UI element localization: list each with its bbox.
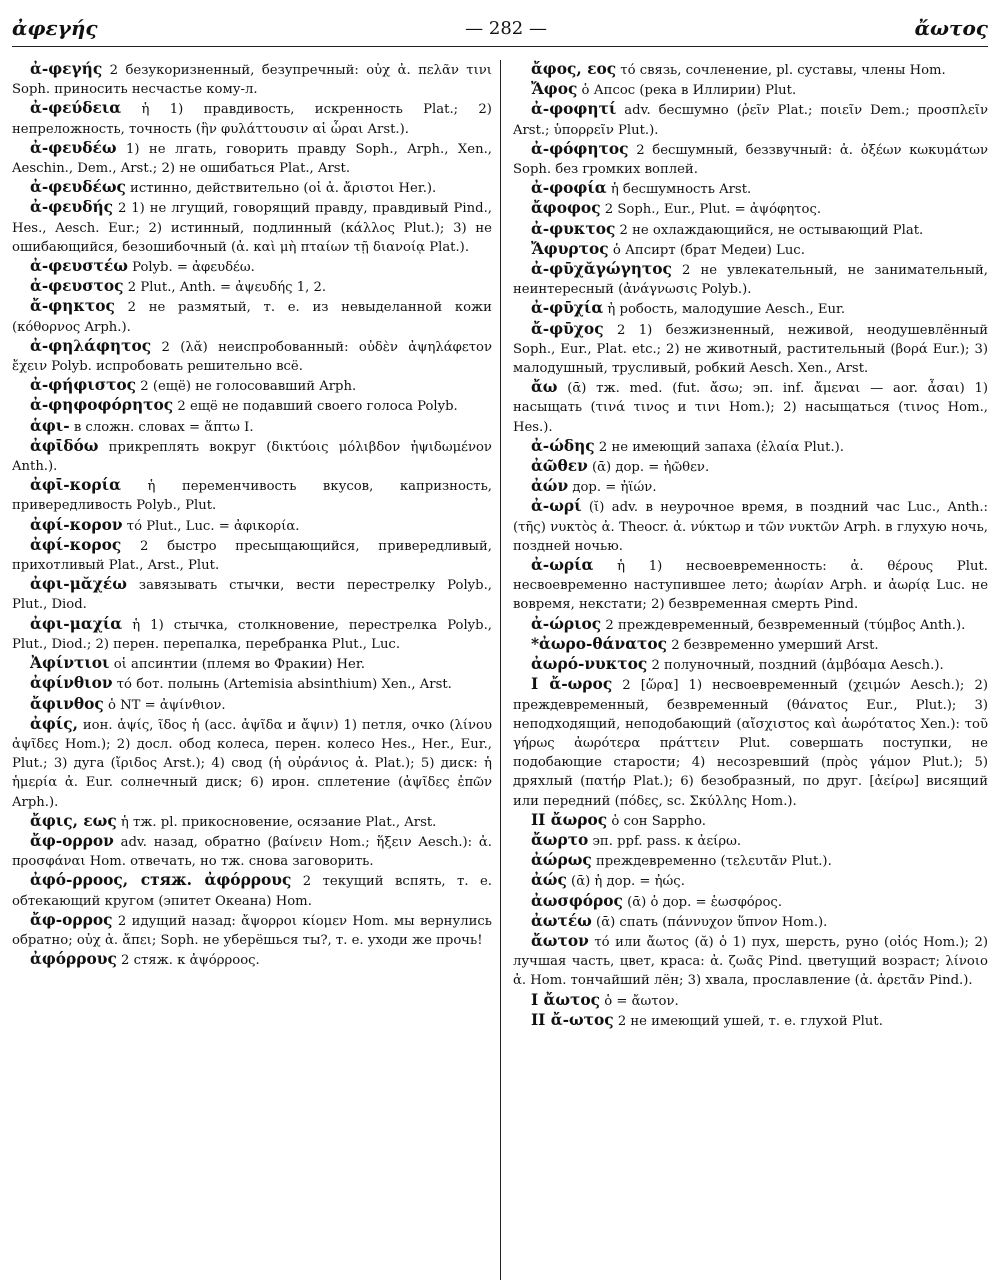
entry-headword: ἀών xyxy=(530,477,569,496)
entry-headword: ἀφί-κορον xyxy=(30,515,123,534)
page-number: — 282 — xyxy=(465,17,547,39)
entry-definition: 2 не имеющий запаха (ἐλαία Plut.). xyxy=(598,439,844,455)
dictionary-entry xyxy=(12,674,492,694)
entry-definition: ἡ переменчивость вкусов, капризность, привередливость Polyb., Plut. xyxy=(12,479,492,514)
dictionary-entry xyxy=(12,297,492,336)
entry-definition: 2 не увлекательный, не занимательный, неинтересный (ἀνάγνωσις Polyb.). xyxy=(512,263,988,298)
dictionary-entry xyxy=(513,675,988,810)
dictionary-entry xyxy=(513,378,988,437)
entry-definition: преждевременно (τελευτᾶν Plut.). xyxy=(595,854,832,870)
entry-headword: ἀφι-μαχία xyxy=(30,614,123,633)
dictionary-entry xyxy=(12,417,492,437)
dictionary-entry xyxy=(513,179,988,199)
entry-definition: дор. = ἠϊών. xyxy=(572,480,657,496)
entry-headword: *ἀωρο-θάνατος xyxy=(530,634,668,653)
dictionary-entry xyxy=(513,497,988,556)
entry-headword: ἀφίς, xyxy=(30,714,78,733)
entry-headword: ἀ-φευδής xyxy=(30,198,114,217)
entry-definition: ὁ NT = ἀψίνθιον. xyxy=(108,697,226,713)
entry-headword: Ἄφος xyxy=(530,80,578,99)
entry-headword: ἀ-φήφιστος xyxy=(30,376,137,395)
entry-definition: 2 текущий вспять, т. е. обтекающий кругом (эпитет Океана) Hom. xyxy=(12,874,492,909)
dictionary-entry xyxy=(513,140,988,179)
entry-headword: ἄ-φῡχος xyxy=(530,319,604,338)
dictionary-entry xyxy=(12,337,492,376)
entry-definition: ион. ἁψίς, ῖδος ἡ (acc. ἀψῖδα и ἄψιν) 1) петля, очко (λίνου ἀψῖδες Hom.); 2) досл. обод колеса, перен. колесо Hes., Her., Eur., Plut.; 3) дуга (ἴριδος Arst.); 4) свод (ἡ οὐράνιος ἀ. Plat.); 5) диск: ἡ ἡμερία ἀ. Eur. солнечный диск; 6) ирон. сплетение (ἀψῖδες ἐπῶν Arph.). xyxy=(12,717,492,810)
dictionary-entry xyxy=(513,912,988,932)
entry-definition: 2 идущий назад: ἄψορροι κίομεν Hom. мы вернулись обратно; οὐχ ἀ. ἄπει; Soph. не уберёшься ты?, т. е. уходи же прочь! xyxy=(12,913,492,948)
entry-headword: ἄωτον xyxy=(530,931,589,950)
entry-definition: ἡ робость, малодушие Aesch., Eur. xyxy=(607,302,846,318)
entry-definition: (ᾱ) тж. med. (fut. ἄσω; эп. inf. ἄμεναι — aor. ἆσαι) 1) насыщать (τινά τινος и τινι Hom.); 2) насыщаться (τινος Hom., Hes.). xyxy=(512,381,988,435)
dictionary-entry xyxy=(12,139,492,178)
dictionary-entry xyxy=(513,1011,988,1031)
dictionary-entry xyxy=(12,178,492,198)
entry-headword: ἄφ-ορρον xyxy=(30,831,114,850)
page-body xyxy=(12,60,988,1280)
entry-definition: 2 ещё не подавший своего голоса Polyb. xyxy=(177,399,458,415)
entry-headword: ἄω xyxy=(530,378,558,397)
entry-definition: ἡ бесшумность Arst. xyxy=(610,182,752,198)
entry-headword: ἀ-φεγής xyxy=(30,60,103,78)
entry-definition: ὁ Апсирт (брат Медеи) Luc. xyxy=(612,242,805,258)
entry-definition: 2 безукоризненный, безупречный: οὐχ ἀ. πελᾶν τινι Soph. приносить несчастье кому-л. xyxy=(12,63,492,98)
entry-definition: 2 (λᾰ) неиспробованный: οὐδὲν ἀψηλάφετον ἔχειν Polyb. испробовать решительно всё. xyxy=(12,339,492,375)
entry-headword: ἄ-φηκτος xyxy=(30,297,115,316)
dictionary-entry xyxy=(12,575,492,614)
dictionary-entry xyxy=(513,831,988,851)
entry-definition: (ῐ) adv. в неурочное время, в поздний час Luc., Anth.: (τῆς) νυκτὸς ἀ. Theocr. ἀ. νύκτωρ и τῶν νυκτῶν Arph. в глухую ночь, поздней ночью. xyxy=(512,500,988,554)
dictionary-entry xyxy=(12,99,492,138)
dictionary-entry xyxy=(12,198,492,257)
dictionary-entry xyxy=(513,457,988,477)
dictionary-entry xyxy=(513,615,988,635)
entry-headword: ἀφῑδόω xyxy=(30,436,99,455)
dictionary-entry xyxy=(513,199,988,219)
entry-headword: ἀώρως xyxy=(530,851,592,870)
entry-headword: ἁφι- xyxy=(30,416,70,435)
dictionary-entry xyxy=(513,655,988,675)
dictionary-entry xyxy=(12,376,492,396)
entry-definition: adv. назад, обратно (βαίνειν Hom.; ἥξειν Aesch.): ἀ. προσφάναι Hom. отвечать, но тж. снова заговорить. xyxy=(12,834,492,870)
page-header xyxy=(12,10,988,47)
dictionary-entry xyxy=(12,476,492,515)
entry-headword: ἀ-ωρί xyxy=(530,497,582,516)
entry-headword: ἀ-φόφητος xyxy=(530,139,629,158)
entry-definition: 2 Plut., Anth. = ἀψευδής 1, 2. xyxy=(127,280,327,296)
entry-definition: 2 безвременно умерший Arst. xyxy=(671,637,879,653)
entry-definition: (ᾱ) ἡ дор. = ἠώς. xyxy=(571,874,685,890)
entry-headword: ἀφι-μᾰχέω xyxy=(30,575,127,594)
entry-headword: ἀ-φευδέω xyxy=(30,138,117,157)
dictionary-entry xyxy=(12,911,492,950)
dictionary-entry xyxy=(513,892,988,912)
entry-headword: ἀώς xyxy=(530,871,567,890)
entry-headword: ἀ-φῡχία xyxy=(530,299,604,318)
dictionary-entry xyxy=(12,257,492,277)
entry-headword: ἀφίνθιον xyxy=(30,674,113,693)
entry-definition: ἡ тж. pl. прикосновение, осязание Plat., Arst. xyxy=(120,814,437,830)
entry-headword: ἀ-ώδης xyxy=(530,436,595,455)
entry-definition: ἡ 1) несвоевременность: ἀ. θέρους Plut. несвоевременно наступившее лето; ἀωρίαν Arph. и ἀωρίᾳ Luc. не вовремя, некстати; 2) безвременная смерть Pind. xyxy=(512,559,989,613)
dictionary-entry xyxy=(513,299,988,319)
dictionary-entry xyxy=(12,812,492,832)
entry-headword: ἄφος, εος xyxy=(530,60,617,78)
entry-definition: в сложн. словах = ἅπτω I. xyxy=(73,419,254,435)
entry-definition: τό или ἄωτος (ᾰ) ὁ 1) пух, шерсть, руно (οἰός Hom.); 2) лучшая часть, цвет, краса: ἀ. ζωᾶς Pind. цветущий возраст; λίνοιο ἀ. Hom. тончайший лён; 3) хвала, прославление (ἀ. ἀρετᾶν Pind.). xyxy=(512,934,988,989)
entry-headword: ἀωρό-νυκτος xyxy=(530,655,648,674)
dictionary-entry xyxy=(513,932,988,991)
entry-headword: ἀ-φοφία xyxy=(530,179,607,198)
entry-headword: ἀ-φηφοφόρητος xyxy=(30,396,174,415)
dictionary-entry xyxy=(12,615,492,654)
dictionary-entry xyxy=(513,851,988,871)
dictionary-entry xyxy=(12,516,492,536)
entry-definition: (ᾱ) дор. = ἠῶθεν. xyxy=(591,460,710,476)
entry-headword: I ἄωτος xyxy=(530,990,601,1009)
entry-headword: ἄφινθος xyxy=(30,694,104,713)
entry-headword: ἀ-φεύδεια xyxy=(30,99,122,118)
entry-definition: 2 Soph., Eur., Plut. = ἀψόφητος. xyxy=(604,202,822,218)
entry-definition: 2 бесшумный, беззвучный: ἀ. ὀξέων κωκυμάτων Soph. без громких воплей. xyxy=(512,142,988,178)
entry-headword: ἀ-φευδέως xyxy=(30,178,126,197)
entry-definition: τό Plut., Luc. = ἀφικορία. xyxy=(126,518,300,534)
entry-headword: ἀ-ώριος xyxy=(530,614,602,633)
entry-definition: ἡ 1) правдивость, искренность Plat.; 2) непреложность, точность (ἣν φυλάττουσιν αἱ ὧραι Arst.). xyxy=(12,102,492,137)
running-head-left: ἀφεγής xyxy=(12,16,98,40)
entry-definition: 2 не размятый, т. е. из невыделанной кожи (κόθορνος Arph.). xyxy=(12,300,492,335)
dictionary-entry xyxy=(513,635,988,655)
entry-definition: ὁ = ἄωτον. xyxy=(604,993,679,1009)
entry-headword: ἀφῑ-κορία xyxy=(30,476,121,495)
dictionary-entry xyxy=(12,950,492,970)
entry-headword: II ἄωρος xyxy=(530,810,608,829)
entry-definition: (ᾱ) спать (πάννυχον ὕπνον Hom.). xyxy=(596,914,828,930)
dictionary-entry xyxy=(12,277,492,297)
entry-headword: II ἄ-ωτος xyxy=(530,1010,614,1029)
running-head-right: ἄωτος xyxy=(914,16,988,40)
dictionary-entry xyxy=(12,536,492,575)
entry-definition: истинно, действительно (οἱ ἀ. ἄριστοι Her.). xyxy=(130,181,437,197)
dictionary-entry xyxy=(513,240,988,260)
entry-headword: Ἄφυρτος xyxy=(530,239,609,258)
entry-definition: 2 быстро пресыщающийся, привередливый, прихотливый Plat., Arst., Plut. xyxy=(12,538,492,574)
dictionary-entry xyxy=(513,320,988,379)
entry-headword: ἀ-φευστος xyxy=(30,277,124,296)
entry-headword: ἀφό-ρροος, стяж. ἀφόρρους xyxy=(30,871,292,890)
dictionary-entry xyxy=(513,80,988,100)
dictionary-entry xyxy=(513,556,988,615)
dictionary-entry xyxy=(12,654,492,674)
entry-definition: Polyb. = ἀφευδέω. xyxy=(132,260,255,276)
dictionary-entry xyxy=(12,437,492,476)
entry-headword: ἄωρτο xyxy=(530,830,589,849)
dictionary-entry xyxy=(513,991,988,1011)
dictionary-entry xyxy=(513,260,988,299)
left-column xyxy=(12,60,500,1280)
dictionary-entry xyxy=(12,832,492,871)
entry-definition: 2 (ещё) не голосовавший Arph. xyxy=(140,379,357,395)
entry-headword: ἀῶθεν xyxy=(530,457,588,476)
entry-definition: 2 стяж. к ἀψόρροος. xyxy=(121,953,260,969)
entry-definition: 2 1) не лгущий, говорящий правду, правдивый Pind., Hes., Aesch. Eur.; 2) истинный, подлинный (κάλλος Plut.); 3) не ошибающийся, безошибочный (ἀ. καὶ μὴ πταίων τῇ διανοίᾳ Plat.). xyxy=(12,201,492,255)
entry-headword: ἀ-φηλάφητος xyxy=(30,336,152,355)
dictionary-entry xyxy=(513,60,988,80)
entry-definition: ὁ Апсос (река в Иллирии) Plut. xyxy=(581,83,797,99)
entry-definition: (ᾱ) ὁ дор. = ἑωσφόρος. xyxy=(627,894,783,910)
entry-headword: ἀωτέω xyxy=(530,911,592,930)
entry-headword: ἀφόρρους xyxy=(30,950,117,969)
entry-definition: 2 преждевременный, безвременный (τύμβος Anth.). xyxy=(605,617,966,633)
entry-headword: ἀφί-κορος xyxy=(30,535,122,554)
dictionary-entry xyxy=(12,695,492,715)
dictionary-entry xyxy=(513,220,988,240)
entry-headword: ἄφις, εως xyxy=(30,811,117,830)
entry-headword: ἀ-φῡχᾰγώγητος xyxy=(530,260,672,279)
entry-definition: ὁ сон Sappho. xyxy=(611,813,706,829)
dictionary-entry xyxy=(513,871,988,891)
dictionary-entry xyxy=(12,715,492,812)
dictionary-entry xyxy=(12,871,492,910)
entry-definition: ἡ 1) стычка, столкновение, перестрелка Polyb., Plut., Diod.; 2) перен. перепалка, перебранка Plut., Luc. xyxy=(12,617,492,652)
entry-headword: ἀ-ωρία xyxy=(530,556,594,575)
entry-definition: эп. ppf. pass. к ἀείρω. xyxy=(592,833,742,849)
entry-definition: τό бот. полынь (Artemisia absinthium) Xen., Arst. xyxy=(116,677,452,693)
entry-definition: прикреплять вокруг (δικτύοις μόλιβδον ἠψιδωμένον Anth.). xyxy=(12,439,492,475)
entry-headword: ἀ-φοφητί xyxy=(530,100,617,119)
entry-headword: ἄφοφος xyxy=(530,199,601,218)
right-column xyxy=(500,60,988,1280)
entry-headword: ἀωσφόρος xyxy=(530,891,623,910)
entry-definition: 2 полуночный, поздний (ἀμβόαμα Aesch.). xyxy=(651,658,944,674)
entry-definition: 2 [ὥρα] 1) несвоевременный (χειμών Aesch.); 2) преждевременный, безвременный (θάνατος Eur., Plut.); 3) неподходящий, неподобающий (αἴσχιστος καὶ ἀωρότατος Xen.): τοῦ γήρως ἀωρότερα πράττειν Plut. совершать поступки, не подобающие старости; 4) несозревший (πρὸς γάμον Plut.); 5) дряхлый (πατήρ Plat.); 6) безобразный, по друг. [ἀείρω] висящий или передний (πόδες, sc. Σκύλλης Hom.). xyxy=(512,678,988,809)
entry-headword: ἀ-φευστέω xyxy=(30,257,128,276)
entry-definition: завязывать стычки, вести перестрелку Polyb., Plut., Diod. xyxy=(12,578,492,613)
dictionary-entry xyxy=(513,477,988,497)
entry-definition: τό связь, сочленение, pl. суставы, члены Hom. xyxy=(620,63,946,78)
dictionary-entry xyxy=(12,396,492,416)
dictionary-entry xyxy=(12,60,492,99)
dictionary-entry xyxy=(513,100,988,139)
entry-headword: ἄφ-ορρος xyxy=(30,910,113,929)
entry-definition: 2 не охлаждающийся, не остывающий Plat. xyxy=(619,222,924,238)
dictionary-entry xyxy=(513,811,988,831)
entry-definition: 2 не имеющий ушей, т. е. глухой Plut. xyxy=(617,1013,883,1029)
entry-headword: ἀ-φυκτος xyxy=(530,219,616,238)
entry-definition: 1) не лгать, говорить правду Soph., Arph., Xen., Aeschin., Dem., Arst.; 2) не ошибаться Plat., Arst. xyxy=(12,141,492,177)
entry-definition: οἱ апсинтии (племя во Фракии) Her. xyxy=(113,657,365,673)
entry-headword: I ἄ-ωρος xyxy=(530,675,613,694)
entry-definition: 2 1) безжизненный, неживой, неодушевлённый Soph., Eur., Plat. etc.; 2) не животный, растительный (βορά Eur.); 3) малодушный, трусливый, робкий Aesch. Xen., Arst. xyxy=(512,322,988,377)
dictionary-entry xyxy=(513,437,988,457)
entry-headword: Ἀφίντιοι xyxy=(30,654,110,673)
entry-definition: adv. бесшумно (ῥεῖν Plat.; ποιεῖν Dem.; προσπλεῖν Arst.; ὑπορρεῖν Plut.). xyxy=(512,103,988,138)
